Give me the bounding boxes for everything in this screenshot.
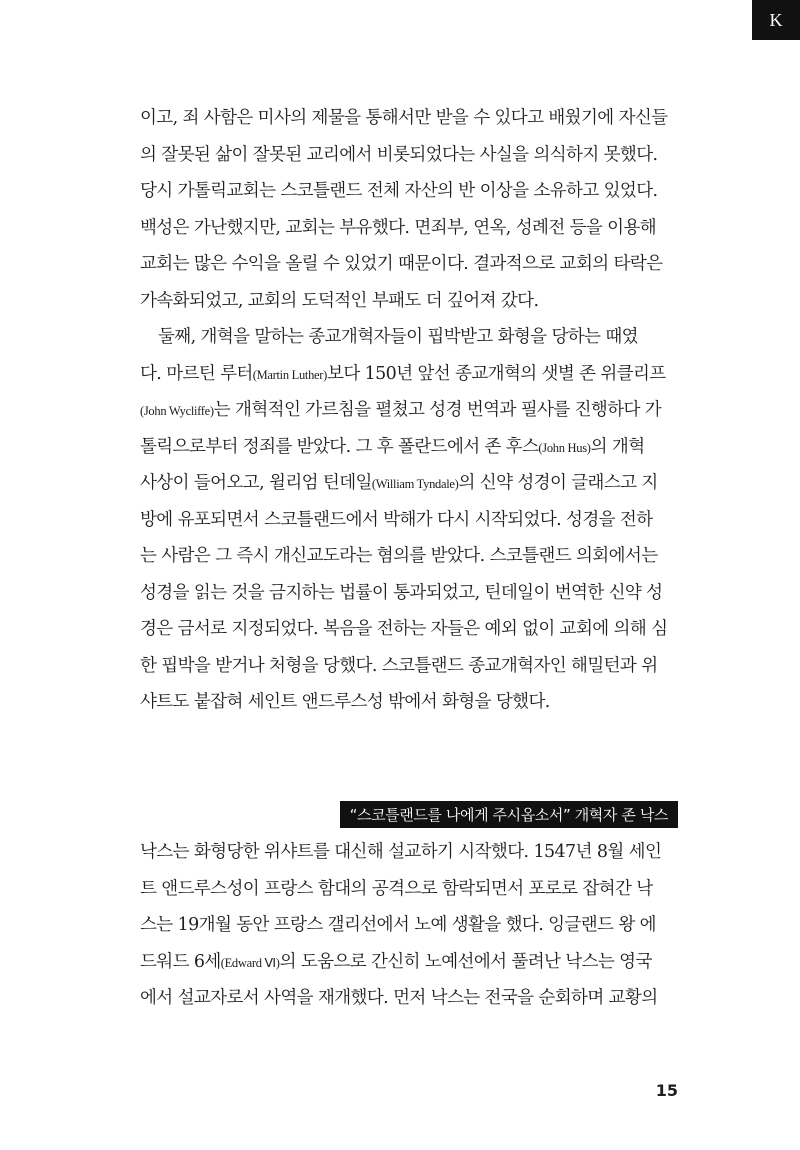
text-line: 성경을 읽는 것을 금지하는 법률이 통과되었고, 틴데일이 번역한 신약 성: [140, 582, 663, 603]
text-line: 의 잘못된 삶이 잘못된 교리에서 비롯되었다는 사실을 의식하지 못했다.: [140, 144, 658, 165]
text-segment: 의 개혁: [590, 436, 645, 457]
body-text: [140, 100, 685, 721]
english-name: (John Hus): [538, 440, 591, 455]
text-line: 에서 설교자로서 사역을 재개했다. 먼저 낙스는 전국을 순회하며 교황의: [140, 988, 658, 1008]
text-line: [140, 465, 685, 502]
section-heading: “스코틀랜드를 나에게 주시옵소서” 개혁자 존 낙스: [340, 801, 678, 828]
text-line: 이고, 죄 사함은 미사의 제물을 통해서만 받을 수 있다고 배웠기에 자신들: [140, 108, 668, 128]
text-line: 트 앤드루스성이 프랑스 함대의 공격으로 함락되면서 포로로 잡혀간 낙: [140, 878, 653, 899]
text-line: 한 핍박을 받거나 처형을 당했다. 스코틀랜드 종교개혁자인 해밀턴과 위: [140, 655, 658, 676]
text-line: 스는 19개월 동안 프랑스 갤리선에서 노예 생활을 했다. 잉글랜드 왕 에: [140, 915, 656, 935]
text-line: [140, 944, 685, 981]
text-line: 백성은 가난했지만, 교회는 부유했다. 면죄부, 연옥, 성례전 등을 이용해: [140, 217, 657, 238]
text-segment: 보다 150년 앞선 종교개혁의 샛별 존 위클리프: [327, 363, 666, 384]
chapter-tab: K: [752, 0, 800, 40]
text-line: 는 사람은 그 즉시 개신교도라는 혐의를 받았다. 스코틀랜드 의회에서는: [140, 546, 658, 566]
text-line: 가속화되었고, 교회의 도덕적인 부패도 더 깊어져 갔다.: [140, 290, 539, 311]
text-line: 교회는 많은 수익을 올릴 수 있었기 때문이다. 결과적으로 교회의 타락은: [140, 254, 663, 274]
english-name: (Martin Luther): [252, 367, 328, 382]
text-line: 샤트도 붙잡혀 세인트 앤드루스성 밖에서 화형을 당했다.: [140, 692, 550, 712]
english-name: (John Wycliffe): [140, 404, 214, 418]
text-segment: 의 신약 성경이 글래스고 지: [458, 473, 658, 493]
text-segment: 는 개혁적인 가르침을 펼쳤고 성경 번역과 필사를 진행하다 가: [213, 400, 662, 420]
text-line: 낙스는 화형당한 위샤트를 대신해 설교하기 시작했다. 1547년 8월 세인: [140, 842, 662, 862]
text-line: 당시 가톨릭교회는 스코틀랜드 전체 자산의 반 이상을 소유하고 있었다.: [140, 181, 658, 201]
text-line: 방에 유포되면서 스코틀랜드에서 박해가 다시 시작되었다. 성경을 전하: [140, 509, 653, 530]
text-line: [140, 356, 685, 393]
text-segment: 다. 마르틴 루터: [140, 363, 253, 384]
text-line: 경은 금서로 지정되었다. 복음을 전하는 자들은 예외 없이 교회에 의해 심: [140, 619, 668, 639]
english-name: (William Tyndale): [371, 477, 459, 491]
text-line: [140, 392, 685, 429]
text-line: 둘째, 개혁을 말하는 종교개혁자들이 핍박받고 화형을 당하는 때였: [158, 327, 638, 347]
english-name: (Edward Ⅵ): [220, 955, 280, 970]
text-line: [140, 429, 685, 466]
text-segment: 의 도움으로 간신히 노예선에서 풀려난 낙스는 영국: [279, 951, 652, 972]
page-number: 15: [655, 1081, 678, 1100]
text-segment: 톨릭으로부터 정죄를 받았다. 그 후 폴란드에서 존 후스: [140, 436, 539, 457]
text-segment: 드워드 6세: [140, 951, 221, 972]
text-segment: 사상이 들어오고, 윌리엄 틴데일: [140, 473, 372, 493]
section-body: [140, 834, 685, 1017]
